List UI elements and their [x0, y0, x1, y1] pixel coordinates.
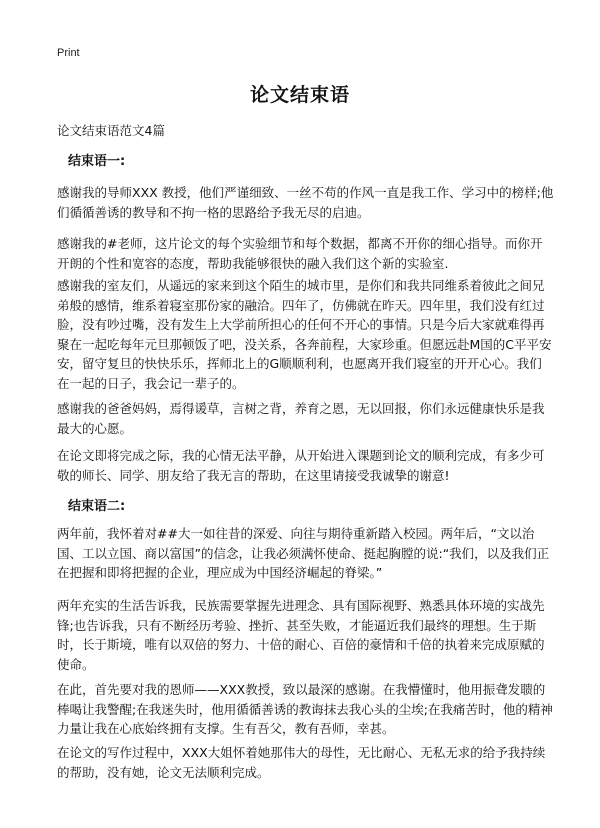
section-heading-2: 结束语二: — [68, 499, 126, 514]
document-title: 论文结束语 — [249, 84, 350, 106]
paragraph-5: 在论文即将完成之际，我的心情无法平静，从开始进入课题到论文的顺利完成，有多少可敬的师长、同学、朋友给了我无言的帮助，在这里请接受我诚挚的谢意! — [57, 448, 545, 483]
section-heading-1: 结束语一: — [68, 154, 126, 169]
paragraph-1: 感谢我的导师XXX 教授，他们严谨细致、一丝不苟的作风一直是我工作、学习中的榜样;他们循循善诱的教导和不拘一格的思路给予我无尽的启迪。 — [57, 185, 554, 220]
paragraph-9: 在论文的写作过程中，XXX大姐怀着她那伟大的母性，无比耐心、无私无求的给予我持续的帮助，没有她，论文无法顺利完成。 — [57, 745, 546, 780]
print-label: Print — [57, 47, 80, 59]
paragraph-6: 两年前，我怀着对##大一如往昔的深爱、向往与期待重新踏入校园。两年后，“文以治国、工以立国、商以富国”的信念，让我必须满怀使命、挺起胸膛的说:“我们，以及我们正在把握和即将把握的企业，理应成为中国经济崛起的脊梁。” — [57, 526, 550, 580]
paragraph-2: 感谢我的#老师，这片论文的每个实验细节和每个数据，都离不开你的细心指导。而你开开朗的个性和宽容的态度，帮助我能够很快的融入我们这个新的实验室. — [57, 236, 543, 271]
paragraph-3: 感谢我的室友们，从遥远的家来到这个陌生的城市里，是你们和我共同维系着彼此之间兄弟般的感情，维系着寝室那份家的融洽。四年了，仿佛就在昨天。四年里，我们没有红过脸，没有吵过嘴，没有发生上大学前所担心的任何不开心的事情。只是今后大家就难得再聚在一起吃每年元旦那顿饭了吧，没关系，各奔前程，大家珍重。但愿远赴M国的C平平安安，留守复旦的快快乐乐，挥师北上的G顺顺利利，也愿离开我们寝室的开开心心。我们在一起的日子，我会记一辈子的。 — [57, 278, 552, 391]
paragraph-8: 在此，首先要对我的恩师——XXX教授，致以最深的感谢。在我懵懂时，他用振聋发聩的棒喝让我警醒;在我迷失时，他用循循善诱的教诲抹去我心头的尘埃;在我痛苦时，他的精神力量让我在心底始终拥有支撑。生有吾父，教有吾师，幸甚。 — [57, 682, 553, 736]
document-subtitle: 论文结束语范文4篇 — [57, 123, 165, 138]
paragraph-7: 两年充实的生活告诉我，民族需要掌握先进理念、具有国际视野、熟悉具体环境的实战先锋;也告诉我，只有不断经历考验、挫折、甚至失败，才能逼近我们最终的理想。生于斯时，长于斯境，唯有以双倍的努力、十倍的耐心、百倍的豪情和千倍的执着来完成原赋的使命。 — [57, 598, 545, 672]
paragraph-4: 感谢我的爸爸妈妈，焉得谖草，言树之背，养育之恩，无以回报，你们永远健康快乐是我最大的心愿。 — [57, 401, 545, 436]
